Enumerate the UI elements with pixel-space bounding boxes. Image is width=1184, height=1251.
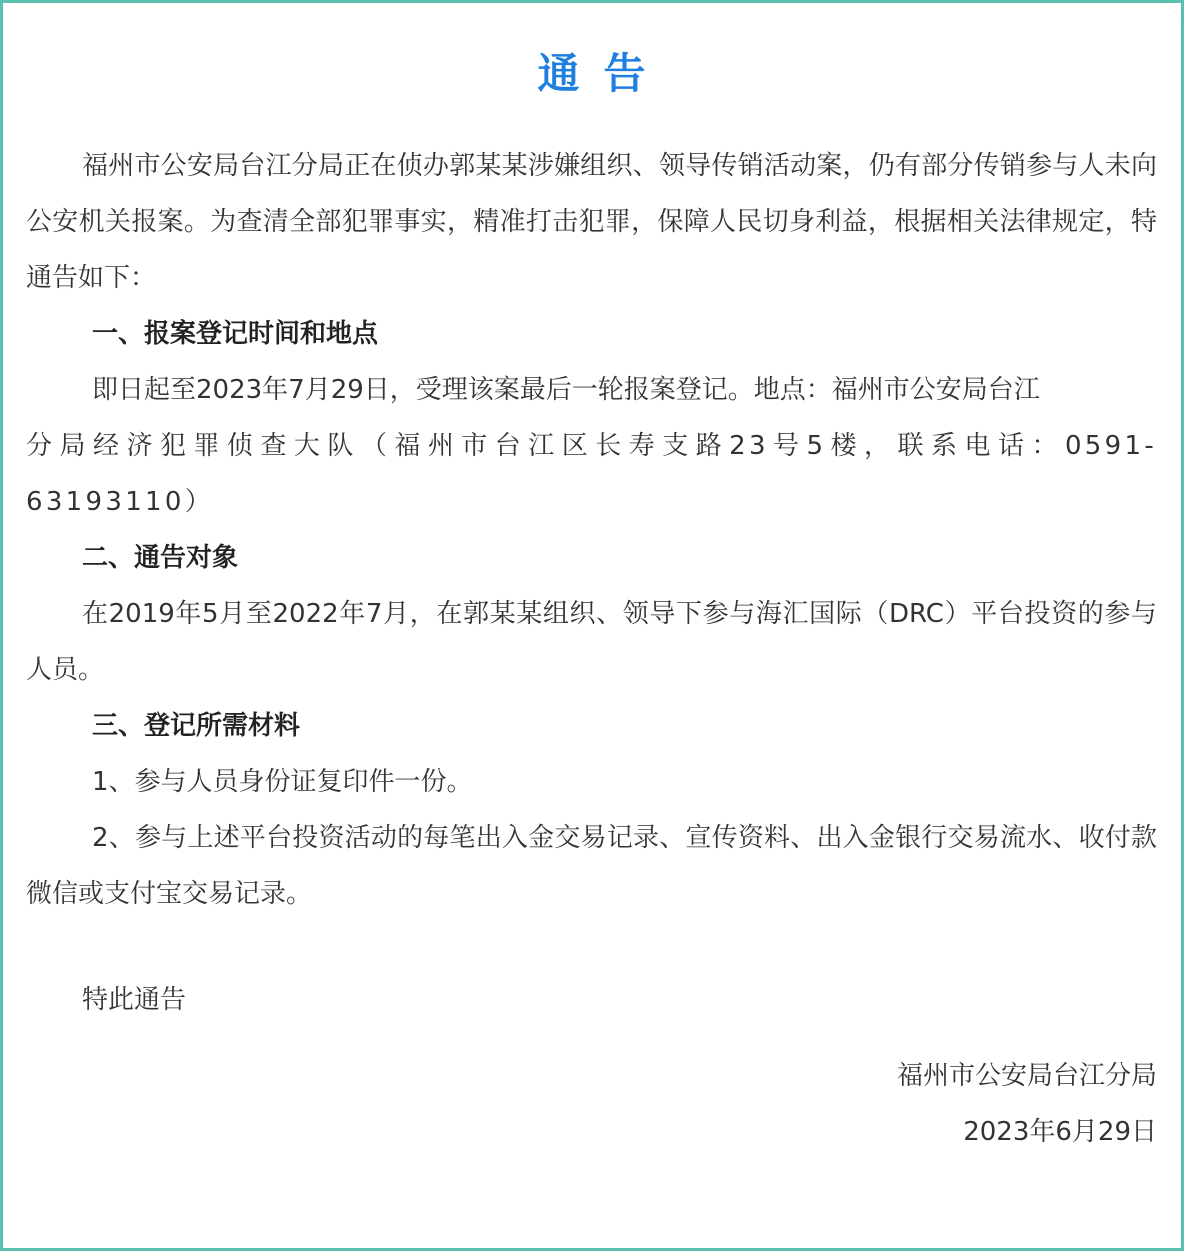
notice-title: 通告 — [537, 49, 670, 98]
spacer — [26, 1028, 1157, 1048]
section-1-heading: 一、报案登记时间和地点 — [92, 319, 379, 349]
section-1-line-1: 即日起至2023年7月29日，受理该案最后一轮报案登记。地点：福州市公安局台江 — [92, 375, 1040, 405]
notice-body — [26, 44, 1157, 1160]
intro-paragraph: 福州市公安局台江分局正在侦办郭某某涉嫌组织、领导传销活动案，仍有部分传销参与人未向公安机关报案。为查清全部犯罪事实，精准打击犯罪，保障人民切身利益，根据相关法律规定，特通告如下： — [26, 151, 1157, 293]
issue-date: 2023年6月29日 — [963, 1117, 1157, 1147]
section-3-item-2: 2、参与上述平台投资活动的每笔出入金交易记录、宣传资料、出入金银行交易流水、收付款微信或支付宝交易记录。 — [26, 823, 1157, 909]
closing-text: 特此通告 — [82, 985, 187, 1015]
section-1-line-2: 分局经济犯罪侦查大队（福州市台江区长寿支路23号5楼，联系电话：0591-63193110） — [26, 431, 1157, 517]
corner-fold-inner — [1165, 3, 1181, 19]
section-2-heading: 二、通告对象 — [82, 543, 239, 573]
issuer-name: 福州市公安局台江分局 — [896, 1061, 1157, 1091]
section-2-paragraph: 在2019年5月至2022年7月，在郭某某组织、领导下参与海汇国际（DRC）平台投资的参与人员。 — [26, 599, 1157, 685]
section-3-item-1: 1、参与人员身份证复印件一份。 — [92, 767, 473, 797]
section-3-heading: 三、登记所需材料 — [92, 711, 301, 741]
spacer — [26, 922, 1157, 972]
